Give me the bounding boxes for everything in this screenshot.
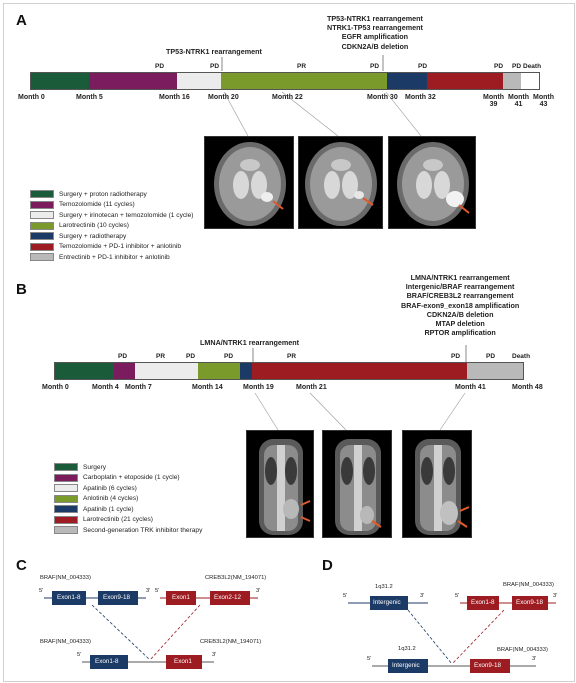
panel-c-braf-label-top: BRAF(NM_004333) bbox=[40, 575, 91, 581]
panel-a-month-32: Month 32 bbox=[405, 94, 436, 101]
legend-text: Temozolomide (11 cycles) bbox=[59, 201, 135, 209]
panel-b-month-21: Month 21 bbox=[296, 384, 327, 391]
panel-a-seg-label-3: PR bbox=[297, 63, 307, 70]
panel-c-exon-creb-2-12: Exon2-12 bbox=[214, 594, 241, 601]
panel-b-seg-label-7: PD bbox=[486, 353, 496, 360]
legend-text: Entrectinib + PD-1 inhibitor + anlotinib bbox=[59, 253, 170, 261]
panel-b-seg-label-4: PD bbox=[224, 353, 234, 360]
panel-c-creb-label-bottom: CREB3L2(NM_194071) bbox=[200, 639, 262, 645]
panel-c-exon-braf-1-8: Exon1-8 bbox=[57, 594, 81, 601]
panel-c-end-5-creb: 5' bbox=[155, 588, 160, 594]
legend-text: Apatinib (1 cycle) bbox=[83, 505, 134, 513]
panel-b-seg-label-1: PD bbox=[118, 353, 128, 360]
panel-a-month-0: Month 0 bbox=[18, 94, 45, 101]
legend-text: Carboplatin + etoposide (1 cycle) bbox=[83, 474, 180, 482]
panel-d-intergenic-label-top: 1q31.2 bbox=[375, 584, 393, 590]
panel-a-month-5: Month 5 bbox=[76, 94, 103, 101]
legend-text: Surgery + radiotherapy bbox=[59, 232, 127, 240]
panel-a-month-16: Month 16 bbox=[159, 94, 190, 101]
panel-a-seg-label-7: PD bbox=[512, 63, 522, 70]
legend-text: Surgery bbox=[83, 463, 107, 471]
panel-b-seg-label-6: PD bbox=[451, 353, 461, 360]
panel-d-fusion-exon-braf: Exon9-18 bbox=[474, 662, 501, 669]
panel-b-seg-label-2: PR bbox=[156, 353, 166, 360]
panel-a-month-41: Month 41 bbox=[508, 94, 529, 108]
panel-d-exon-braf-9-18: Exon9-18 bbox=[516, 599, 543, 606]
panel-d-braf-label-top: BRAF(NM_004333) bbox=[503, 582, 554, 588]
panel-c-exon-braf-9-18: Exon9-18 bbox=[103, 594, 130, 601]
panel-d-end-5-intergenic: 5' bbox=[343, 593, 348, 599]
panel-d-end-3-fusion: 3' bbox=[532, 656, 537, 662]
panel-d-intergenic-label-bottom: 1q31.2 bbox=[398, 646, 416, 652]
panel-b-annotation-2: LMNA/NTRK1 rearrangement Intergenic/BRAF rearrangement BRAF/CREB3L2 rearrangement BRAF-exon9_exon18 amplification CDKN2A/B deletion MTAP deletion RPTOR amplification bbox=[401, 273, 520, 338]
panel-c-end-3-braf: 3' bbox=[146, 588, 151, 594]
legend-text: Surgery + proton radiotherapy bbox=[59, 190, 147, 198]
panel-a-label: A bbox=[16, 12, 27, 29]
panel-c-end-3-creb: 3' bbox=[256, 588, 261, 594]
legend-text: Temozolomide + PD-1 inhibitor + anlotinib bbox=[59, 243, 182, 251]
panel-a-seg-label-2: PD bbox=[210, 63, 220, 70]
panel-b-month-0: Month 0 bbox=[42, 384, 69, 391]
panel-c-fusion-exon-braf: Exon1-8 bbox=[95, 658, 119, 665]
panel-c-exon-creb-1: Exon1 bbox=[172, 594, 190, 601]
panel-a-seg-label-6: PD bbox=[494, 63, 504, 70]
panel-c-end-3-fusion: 3' bbox=[212, 652, 217, 658]
panel-d-end-5-braf: 5' bbox=[455, 593, 460, 599]
panel-b-annotation-1: LMNA/NTRK1 rearrangement bbox=[200, 338, 300, 347]
panel-a-seg-label-1: PD bbox=[155, 63, 165, 70]
panel-d-exon-braf-1-8: Exon1-8 bbox=[471, 599, 495, 606]
panel-c-label: C bbox=[16, 557, 27, 574]
panel-b-month-14: Month 14 bbox=[192, 384, 223, 391]
legend-text: Larotrectinib (21 cycles) bbox=[83, 516, 153, 524]
panel-b-month-4: Month 4 bbox=[92, 384, 119, 391]
panel-d-end-3-braf: 3' bbox=[553, 593, 558, 599]
legend-text: Second-generation TRK inhibitor therapy bbox=[83, 526, 203, 534]
panel-c-end-5-fusion: 5' bbox=[77, 652, 82, 658]
panel-a-seg-label-8: Death bbox=[523, 63, 542, 70]
panel-a-month-43: Month 43 bbox=[533, 94, 554, 108]
panel-d-end-3-intergenic: 3' bbox=[420, 593, 425, 599]
panel-b-month-19: Month 19 bbox=[243, 384, 274, 391]
legend-text: Apatinib (6 cycles) bbox=[83, 484, 137, 492]
panel-c-creb-label-top: CREB3L2(NM_194071) bbox=[205, 575, 267, 581]
panel-b-seg-label-3: PD bbox=[186, 353, 196, 360]
panel-c-fusion-exon-creb: Exon1 bbox=[174, 658, 192, 665]
panel-b-label: B bbox=[16, 281, 27, 298]
panel-a-month-30: Month 30 bbox=[367, 94, 398, 101]
panel-d-braf-label-bottom: BRAF(NM_004333) bbox=[497, 647, 548, 653]
legend-text: Surgery + irinotecan + temozolomide (1 cycle) bbox=[59, 211, 194, 219]
panel-d-exon-intergenic-top: Intergenic bbox=[373, 599, 401, 606]
panel-b-seg-label-5: PR bbox=[287, 353, 297, 360]
panel-b-seg-label-8: Death bbox=[512, 353, 531, 360]
panel-d-end-5-fusion: 5' bbox=[367, 656, 372, 662]
panel-a-annotation-2: TP53-NTRK1 rearrangement NTRK1-TP53 rearrangement EGFR amplification CDKN2A/B deletion bbox=[327, 14, 423, 51]
panel-c-braf-label-bottom: BRAF(NM_004333) bbox=[40, 639, 91, 645]
panel-b-month-7: Month 7 bbox=[125, 384, 152, 391]
panel-c-end-5-braf: 5' bbox=[39, 588, 44, 594]
panel-a-month-39: Month 39 bbox=[483, 94, 504, 108]
panel-b-month-48: Month 48 bbox=[512, 384, 543, 391]
panel-a-seg-label-5: PD bbox=[418, 63, 428, 70]
panel-d-fusion-exon-intergenic: Intergenic bbox=[392, 662, 420, 669]
panel-d-label: D bbox=[322, 557, 333, 574]
panel-a-month-22: Month 22 bbox=[272, 94, 303, 101]
panel-b-month-41: Month 41 bbox=[455, 384, 486, 391]
legend-text: Anlotinib (4 cycles) bbox=[83, 495, 139, 503]
panel-a-annotation-1: TP53-NTRK1 rearrangement bbox=[166, 47, 262, 56]
panel-a-month-20: Month 20 bbox=[208, 94, 239, 101]
legend-text: Larotrectinib (10 cycles) bbox=[59, 222, 129, 230]
panel-a-seg-label-4: PD bbox=[370, 63, 380, 70]
